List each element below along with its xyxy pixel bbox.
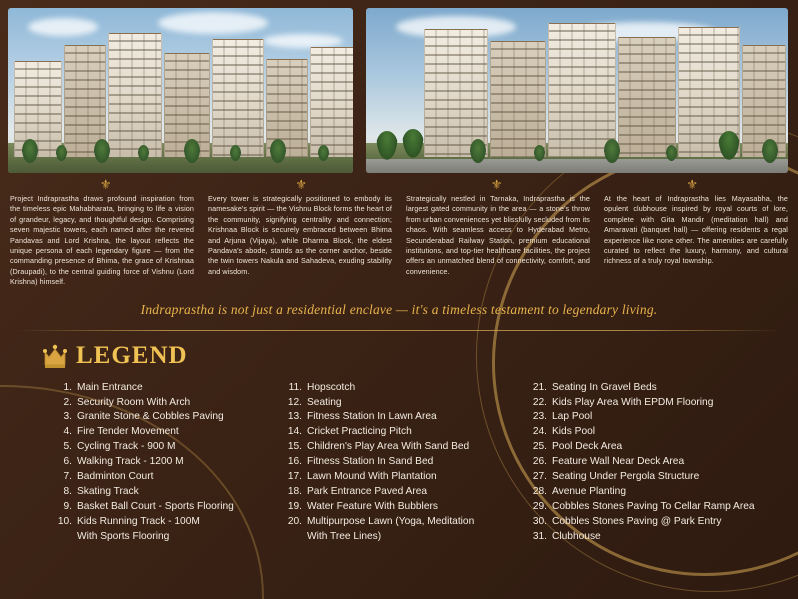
divider [16,330,782,331]
cloud [158,12,268,34]
legend-section [0,341,798,545]
legend-label: Cobbles Stones Paving To Cellar Ramp Area [552,500,755,512]
list-item [527,515,787,530]
list-item [282,500,527,515]
legend-number: 3. [63,411,72,423]
tree [22,139,38,163]
tower [424,29,488,157]
legend-number: 25. [532,441,547,453]
legend-columns [42,381,798,545]
tower [618,37,676,157]
fleur-de-lis-icon: ⚜ [99,177,112,192]
palm-tree [402,129,424,159]
cloud [263,34,343,48]
legend-number: 28. [532,486,547,497]
crown-icon [42,341,68,371]
legend-label: Hopscotch [307,381,356,393]
list-item [527,381,787,396]
list-item [282,515,527,530]
tree [762,139,778,163]
list-item [52,470,282,485]
tower [212,39,264,157]
legend-number: 29. [532,500,547,512]
legend-number: 18. [287,486,302,497]
legend-label: Pool Deck Area [552,441,623,453]
tower [548,23,616,157]
tower [490,41,546,157]
legend-number: 4. [63,426,72,438]
photo-row [0,0,798,172]
legend-label: Lap Pool [552,411,593,423]
tree [138,145,149,161]
legend-number: 11. [288,381,302,393]
legend-label-continuation: With Sports Flooring [77,530,170,542]
list-item [527,410,787,425]
palm-tree [718,131,740,161]
list-item [527,440,787,455]
list-item [282,410,527,425]
legend-label: Avenue Planting [552,486,627,497]
legend-label: Badminton Court [77,471,154,483]
list-item [52,425,282,440]
legend-label: Children's Play Area With Sand Bed [307,441,470,453]
legend-label: Kids Running Track - 100M [77,515,200,527]
tower [14,61,62,157]
legend-label: Seating Under Pergola Structure [552,471,700,483]
fleur-de-lis-icon: ⚜ [295,177,308,192]
list-item [527,470,787,485]
tree [604,139,620,163]
description-paragraph-1: Project Indraprastha draws profound inspiration from the timeless epic Mahabharata, bringing to life a vision of grandeur, legacy, and thoughtful design. Comprising seven majestic towers, each named after the revered Pandavas and Lord Krishna, the layout reflects the unique persona of each legendary figure — from the commanding presence of Bhima, the grace of Krishnaa (Draupadi), to the central guiding force of Vishnu (Lord Krishna) himself. [10,194,194,287]
legend-number: 31. [532,530,547,542]
legend-number: 7. [63,471,72,483]
list-item [527,485,787,500]
tree [470,139,486,163]
list-item [527,530,787,545]
description-paragraph-2: Every tower is strategically positioned to embody its namesake's spirit — the Vishnu Block forms the heart of the community, signifying centrality and connection; Krishnaa Block is securely embraced between Bhima and Arjuna (Vijaya), while Dharma Block, the eldest Pandava's abode, stands as the corner anchor, beside the twin towers Nakula and Sahadeva, exuding stability and wisdom. [208,194,392,276]
legend-number: 17. [287,471,302,483]
tree [534,145,545,161]
tower [742,45,786,157]
list-item [282,485,527,500]
legend-label: Feature Wall Near Deck Area [552,456,685,468]
legend-label: Lawn Mound With Plantation [307,471,437,483]
tree [184,139,200,163]
legend-label: Basket Ball Court - Sports Flooring [77,500,234,512]
legend-number: 1. [63,381,72,393]
legend-number: 30. [532,515,547,527]
description-paragraph-3: Strategically nestled in Tarnaka, Indraprastha is the largest gated community in the area — a stone's throw from urban conveniences yet blissfully secluded from its chaos. With seamless access to Hyderabad Metro, Secunderabad Railway Station, premium educational institutions, and top-tier healthcare facilities, the project offers an unmatched blend of connectivity, comfort, and convenience. [406,194,590,276]
legend-number: 16. [287,456,302,468]
legend-label: Granite Stone & Cobbles Paving [77,411,224,423]
tree [230,145,241,161]
legend-number: 2. [63,396,72,408]
legend-number: 10. [57,515,72,527]
legend-column-3 [527,381,787,545]
legend-header [42,341,798,371]
legend-number: 14. [287,426,302,438]
list-item [52,455,282,470]
tree [56,145,67,161]
legend-number: 9. [63,500,72,512]
list-item [282,396,527,411]
tagline: Indraprastha is not just a residential enclave — it's a timeless testament to legendary living. [140,301,658,317]
legend-number: 26. [532,456,547,468]
legend-label: Cycling Track - 900 M [77,441,176,453]
legend-number: 12. [287,396,302,408]
legend-label: Kids Pool [552,426,596,438]
list-item [52,381,282,396]
list-item [527,500,787,515]
legend-label: Seating [307,396,342,408]
tree [318,145,329,161]
legend-label: Seating In Gravel Beds [552,381,657,393]
list-item [52,515,282,530]
list-item [282,470,527,485]
legend-label: Walking Track - 1200 M [77,456,184,468]
legend-label: Cobbles Stones Paving @ Park Entry [552,515,722,527]
description-paragraph-4: At the heart of Indraprastha lies Mayasabha, the opulent clubhouse inspired by royal courts of lore, complete with Gita Mandir (meditation hall) and Amaravati (banquet hall) — offering residents a regal experience like none other. The amenities are carefully curated to reflect the luxury, harmony, and cultural richness of a truly royal township. [604,194,788,266]
aerial-render-towers-left [8,8,353,173]
legend-label: Water Feature With Bubblers [307,500,438,512]
list-item [527,425,787,440]
tree [270,139,286,163]
legend-number: 27. [532,471,547,483]
legend-label: Fire Tender Movement [77,426,179,438]
ornament-row [0,172,798,191]
tree [94,139,110,163]
legend-number: 13. [287,411,302,423]
legend-label: Fitness Station In Lawn Area [307,411,437,423]
legend-number: 19. [287,500,302,512]
list-item [52,410,282,425]
legend-label: Park Entrance Paved Area [307,486,428,497]
legend-number: 22. [532,396,547,408]
list-item [282,425,527,440]
list-item [52,396,282,411]
palm-tree [376,131,398,161]
render-towers-right [366,8,788,173]
legend-column-1 [52,381,282,545]
legend-number: 20. [287,515,302,527]
list-item [52,500,282,515]
legend-number: 6. [63,456,72,468]
legend-label: Multipurpose Lawn (Yoga, Meditation [307,515,475,527]
legend-label: Security Room With Arch [77,396,191,408]
cloud [28,18,98,36]
legend-number: 5. [63,441,72,453]
legend-title: LEGEND [76,341,188,369]
list-item [527,455,787,470]
tower [108,33,162,157]
legend-number: 21. [532,381,547,393]
list-item [282,440,527,455]
fleur-de-lis-icon: ⚜ [686,177,699,192]
legend-number: 15. [287,441,302,453]
list-item [282,381,527,396]
legend-number: 24. [532,426,547,438]
list-item [282,455,527,470]
legend-label: Fitness Station In Sand Bed [307,456,434,468]
legend-number: 8. [63,486,72,497]
list-item [527,396,787,411]
legend-label: Cricket Practicing Pitch [307,426,412,438]
description-columns [0,191,798,288]
list-item [52,440,282,455]
legend-label: Main Entrance [77,381,143,393]
tower [310,47,353,157]
legend-label: Kids Play Area With EPDM Flooring [552,396,714,408]
tree [666,145,677,161]
list-item [52,485,282,500]
legend-label-continuation: With Tree Lines) [307,530,382,542]
driveway [366,159,788,173]
legend-column-2 [282,381,527,545]
legend-label: Skating Track [77,486,139,497]
legend-label: Clubhouse [552,530,601,542]
fleur-de-lis-icon: ⚜ [490,177,503,192]
legend-number: 23. [532,411,547,423]
